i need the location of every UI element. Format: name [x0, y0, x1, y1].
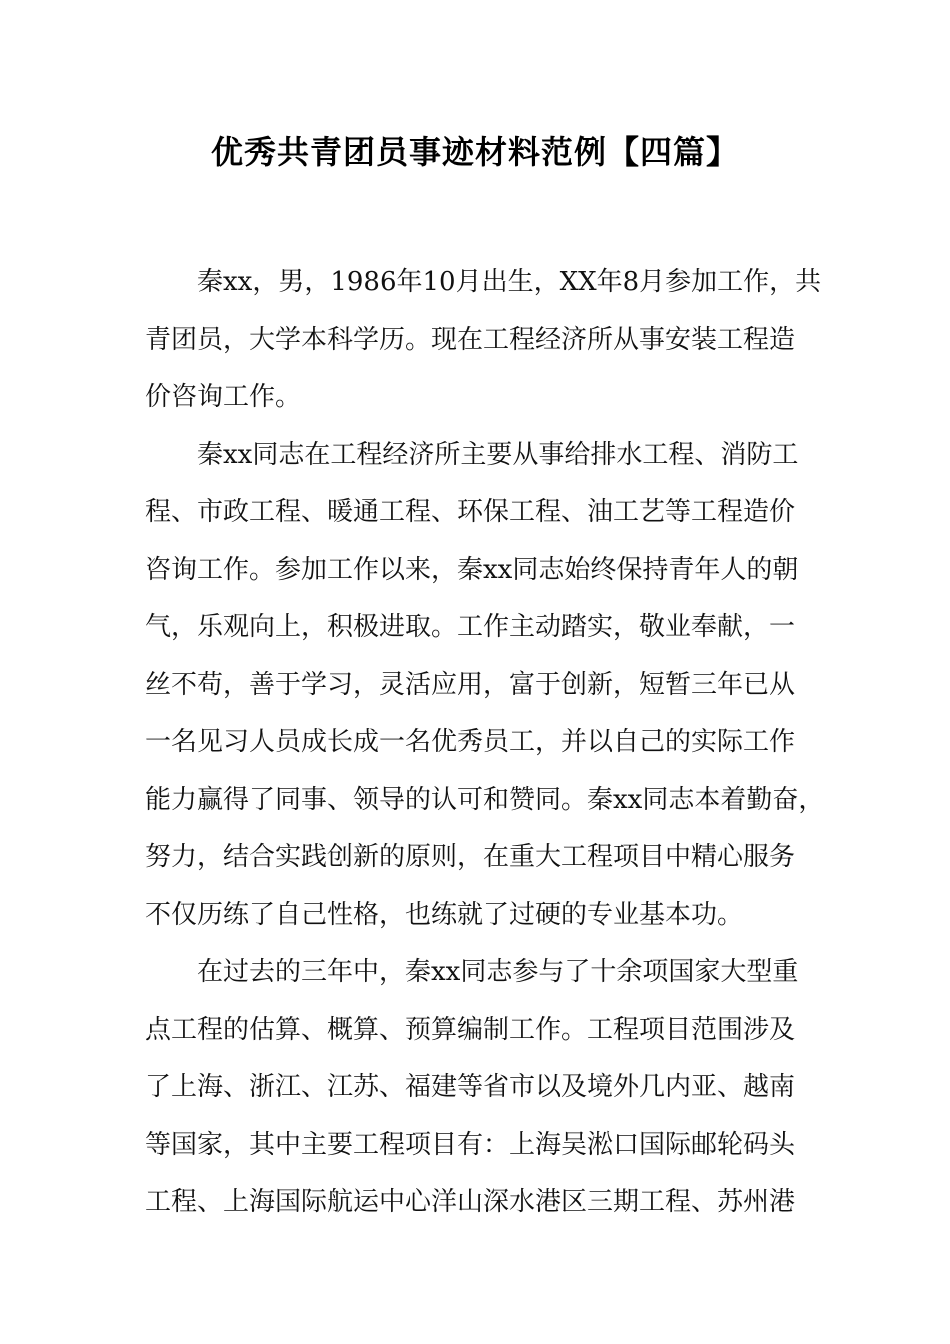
paragraph-3-line-4: 等国家，其中主要工程项目有：上海吴淞口国际邮轮码头 [145, 1129, 796, 1160]
document-body [145, 254, 825, 1232]
document-title: 优秀共青团员事迹材料范例【四篇】 [210, 133, 739, 171]
paragraph-2-line-8: 努力，结合实践创新的原则，在重大工程项目中精心服务 [145, 842, 796, 872]
paragraph-1-line-1: 秦xx，男，1986年10月出生，XX年8月参加工作，共 [197, 267, 822, 297]
paragraph-3-line-5: 工程、上海国际航运中心洋山深水港区三期工程、苏州港 [145, 1187, 796, 1217]
paragraph-3-line-3: 了上海、浙江、江苏、福建等省市以及境外几内亚、越南 [145, 1072, 796, 1102]
paragraph-2-line-4: 气，乐观向上，积极进取。工作主动踏实，敬业奉献，一 [145, 612, 796, 642]
paragraph-2-line-5: 丝不苟，善于学习，灵活应用，富于创新，短暂三年已从 [145, 669, 796, 700]
paragraph-3-line-1: 在过去的三年中，秦xx同志参与了十余项国家大型重 [197, 957, 799, 987]
paragraph-1-line-3: 价咨询工作。 [145, 382, 302, 412]
paragraph-1-line-2: 青团员，大学本科学历。现在工程经济所从事安装工程造 [145, 324, 796, 355]
paragraph-2-line-7: 能力赢得了同事、领导的认可和赞同。秦xx同志本着勤奋， [145, 784, 825, 815]
paragraph-2-line-2: 程、市政工程、暖通工程、环保工程、油工艺等工程造价 [145, 497, 796, 527]
paragraph-2-line-6: 一名见习人员成长成一名优秀员工，并以自己的实际工作 [145, 727, 796, 757]
paragraph-2-line-1: 秦xx同志在工程经济所主要从事给排水工程、消防工 [197, 439, 799, 470]
paragraph-2-line-9: 不仅历练了自己性格，也练就了过硬的专业基本功。 [145, 899, 744, 930]
paragraph-2-line-3: 咨询工作。参加工作以来，秦xx同志始终保持青年人的朝 [145, 554, 799, 585]
paragraph-3-line-2: 点工程的估算、概算、预算编制工作。工程项目范围涉及 [145, 1014, 796, 1045]
